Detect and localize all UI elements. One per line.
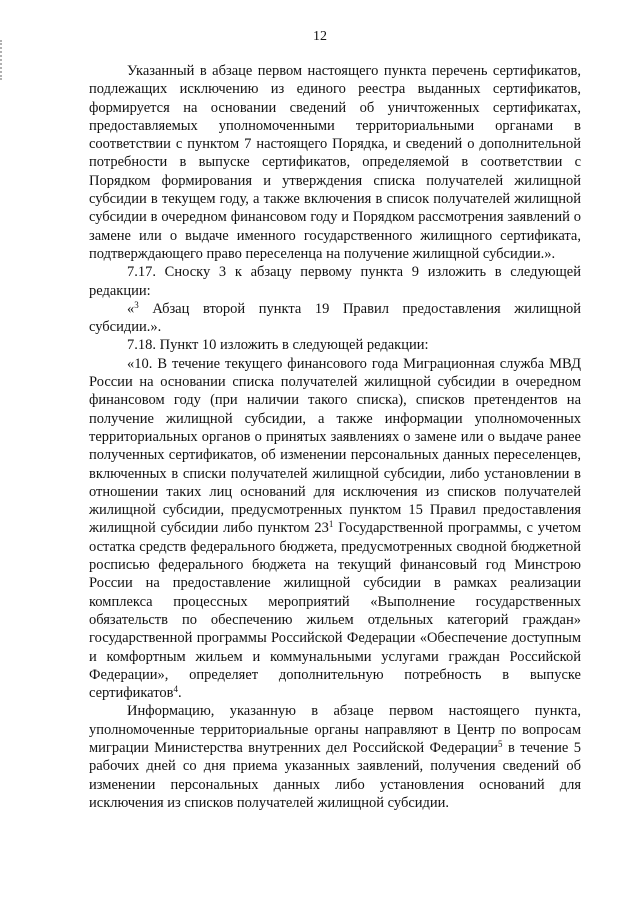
text-segment: Абзац второй пункта 19 Правил предоставления жилищной субсидии.». — [89, 300, 581, 336]
footnote-marker: 1 — [328, 519, 334, 530]
text-segment: . — [178, 685, 182, 702]
paragraph — [89, 336, 581, 354]
text-segment: 7.18. Пункт 10 изложить в следующей редакции: — [127, 337, 429, 354]
scan-edge-marks — [0, 40, 8, 80]
text-segment: Информацию, указанную в абзаце первом настоящего пункта, уполномоченные территориальные органы направляют в Центр по вопросам миграции Министерства внутренних дел Российской Федерации — [89, 703, 581, 756]
paragraph — [89, 702, 581, 812]
text-segment: Указанный в абзаце первом настоящего пункта перечень сертификатов, подлежащих исключению из единого реестра выданных сертификатов, формируется на основании сведений об уничтоженных сертификатах, предоставляемых уполномоченными территориальными органами в соответствии с пунктом 7 настоящего Порядка, и сведений о дополнительной потребности в выпуске сертификатов, определяемой в соответствии с Порядком формирования и утверждения списка получателей жилищной субсидии в текущем году, а также включения в список получателей жилищной субсидии в очередном финансовом году и Порядком рассмотрения заявлений о замене или о выдаче именного государственного жилищного сертификата, подтверждающего право переселенца на получение жилищной субсидии.». — [89, 63, 581, 262]
text-segment: «10. В течение текущего финансового года Миграционная служба МВД России на основании списка получателей жилищной субсидии в очередном финансовом году (при наличии такого списка), списков претендентов на получение жилищной субсидии, а также информации уполномоченных территориальных органов о принятых заявлениях о замене или о выдаче ранее полученных сертификатов, об изменении персональных данных переселенцев, включенных в списки получателей жилищной субсидии, либо установлении в отношении таких лиц оснований для исключения из списков получателей жилищной субсидии, предусмотренных пунктом 15 Правил предоставления жилищной субсидии либо пунктом 23 — [89, 355, 581, 537]
paragraph — [89, 355, 581, 703]
text-segment: Государственной программы, с учетом остатка средств федерального бюджета, предусмотренных сводной бюджетной росписью федерального бюджета на текущий финансовый год Минстрою России на предоставление жилищной субсидии в рамках реализации комплекса процессных мероприятий «Выполнение государственных обязательств по обеспечению жильем отдельных категорий граждан» государственной программы Российской Федерации «Обеспечение доступным и комфортным жильем и коммунальными услугами граждан Российской Федерации», определяет дополнительную потребность в выпуске сертификатов — [89, 520, 581, 702]
text-segment: 7.17. Сноску 3 к абзацу первому пункта 9 изложить в следующей редакции: — [89, 264, 581, 299]
document-body — [89, 62, 581, 812]
paragraph — [89, 300, 581, 337]
page-number: 12 — [313, 29, 327, 44]
text-segment: в течение 5 рабочих дней со дня приема указанных заявлений, получения сведений об изменении персональных данных либо установления оснований для исключения из списков получателей жилищной субсидии. — [89, 739, 581, 811]
paragraph — [89, 263, 581, 300]
paragraph — [89, 62, 581, 263]
footnote-marker: 4 — [173, 684, 178, 695]
text-segment: « — [127, 300, 135, 317]
footnote-marker: 5 — [498, 738, 503, 749]
footnote-marker: 3 — [134, 299, 139, 310]
